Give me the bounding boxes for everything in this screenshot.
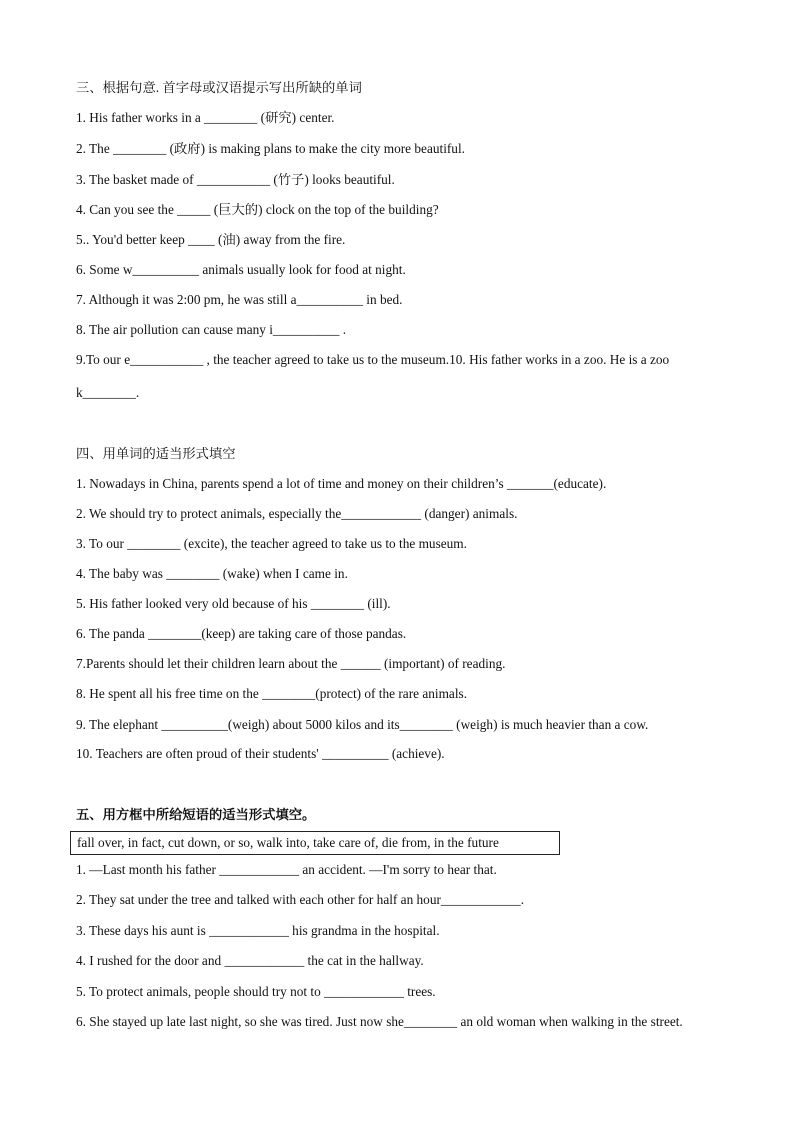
s4-item-4: 4. The baby was ________ (wake) when I came in. — [76, 566, 348, 581]
s4-item-5: 5. His father looked very old because of his ________ (ill). — [76, 596, 391, 611]
s4-item-7: 7.Parents should let their children learn about the ______ (important) of reading. — [76, 656, 506, 671]
s3-item-4: 4. Can you see the _____ (巨大的) clock on the top of the building? — [76, 202, 439, 217]
s4-item-8: 8. He spent all his free time on the ________(protect) of the rare animals. — [76, 686, 468, 701]
section-3-heading: 三、根据句意. 首字母或汉语提示写出所缺的单词 — [76, 80, 362, 95]
s3-item-9: 9.To our e___________ , the teacher agreed to take us to the museum.10. His father works in a zoo. He is a zoo — [76, 352, 670, 367]
s5-item-2: 2. They sat under the tree and talked with each other for half an hour____________. — [76, 892, 525, 907]
s4-item-6: 6. The panda ________(keep) are taking care of those pandas. — [76, 626, 407, 641]
phrase-box: fall over, in fact, cut down, or so, walk into, take care of, die from, in the future — [70, 831, 560, 855]
s3-item-3: 3. The basket made of ___________ (竹子) looks beautiful. — [76, 172, 395, 187]
s4-item-3: 3. To our ________ (excite), the teacher agreed to take us to the museum. — [76, 536, 467, 551]
s4-item-10: 10. Teachers are often proud of their students' __________ (achieve). — [76, 746, 445, 761]
s5-item-4: 4. I rushed for the door and ____________ the cat in the hallway. — [76, 953, 424, 968]
s4-item-9: 9. The elephant __________(weigh) about 5000 kilos and its________ (weigh) is much heavier than a cow. — [76, 717, 649, 732]
s3-item-8: 8. The air pollution can cause many i__________ . — [76, 322, 347, 337]
s5-item-5: 5. To protect animals, people should try not to ____________ trees. — [76, 984, 436, 999]
s3-item-7: 7. Although it was 2:00 pm, he was still a__________ in bed. — [76, 292, 403, 307]
s3-item-2: 2. The ________ (政府) is making plans to make the city more beautiful. — [76, 141, 465, 156]
s3-item-6: 6. Some w__________ animals usually look for food at night. — [76, 262, 406, 277]
s3-item-10: k________. — [76, 385, 140, 400]
s5-item-6: 6. She stayed up late last night, so she was tired. Just now she________ an old woman when walking in the street. — [76, 1014, 683, 1029]
s4-item-2: 2. We should try to protect animals, especially the____________ (danger) animals. — [76, 506, 518, 521]
s5-item-1: 1. —Last month his father ____________ an accident. —I'm sorry to hear that. — [76, 862, 497, 877]
s4-item-1: 1. Nowadays in China, parents spend a lot of time and money on their children’s _______(educate). — [76, 476, 607, 491]
section-4-heading: 四、用单词的适当形式填空 — [76, 446, 236, 461]
s3-item-5: 5.. You'd better keep ____ (油) away from the fire. — [76, 232, 346, 247]
s5-item-3: 3. These days his aunt is ____________ his grandma in the hospital. — [76, 923, 440, 938]
section-5-heading: 五、用方框中所给短语的适当形式填空。 — [76, 807, 316, 822]
s3-item-1: 1. His father works in a ________ (研究) center. — [76, 110, 335, 125]
